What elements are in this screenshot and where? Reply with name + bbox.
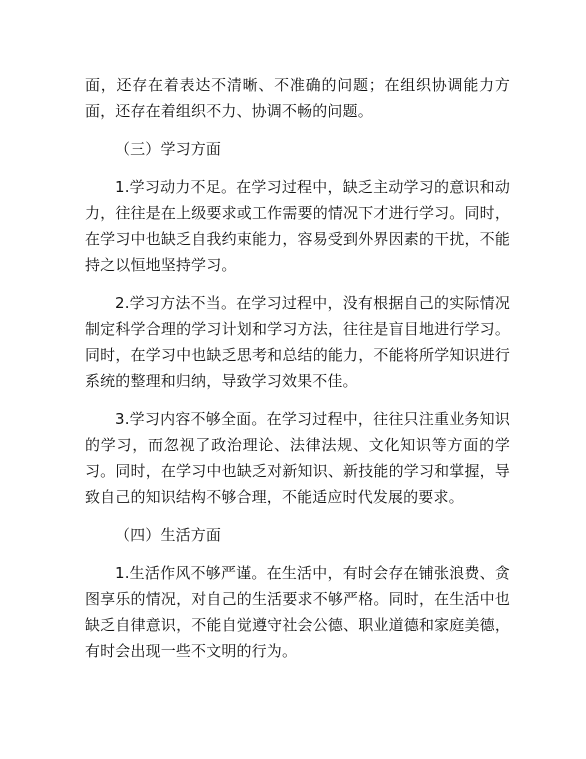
- paragraph-study-content: 3.学习内容不够全面。在学习过程中，往往只注重业务知识的学习，而忽视了政治理论、法律法规、文化知识等方面的学习。同时，在学习中也缺乏对新知识、新技能的学习和掌握，导致自己的知识结构不够合理，不能适应时代发展的要求。: [85, 410, 510, 506]
- paragraph-continued: 面，还存在着表达不清晰、不准确的问题；在组织协调能力方面，还存在着组织不力、协调不畅的问题。: [85, 76, 510, 120]
- document-body: [85, 72, 510, 676]
- section-heading-life: （四）生活方面: [115, 526, 222, 544]
- paragraph-study-method: 2.学习方法不当。在学习过程中，没有根据自己的实际情况制定科学合理的学习计划和学习方法，往往是盲目地进行学习。同时，在学习中也缺乏思考和总结的能力，不能将所学知识进行系统的整理和归纳，导致学习效果不佳。: [85, 294, 510, 390]
- section-heading-study: （三）学习方面: [115, 140, 222, 158]
- paragraph-study-motivation: 1.学习动力不足。在学习过程中，缺乏主动学习的意识和动力，往往是在上级要求或工作需要的情况下才进行学习。同时，在学习中也缺乏自我约束能力，容易受到外界因素的干扰，不能持之以恒地坚持学习。: [85, 178, 510, 274]
- paragraph-life-style: 1.生活作风不够严谨。在生活中，有时会存在铺张浪费、贪图享乐的情况，对自己的生活要求不够严格。同时，在生活中也缺乏自律意识，不能自觉遵守社会公德、职业道德和家庭美德，有时会出现一些不文明的行为。: [85, 564, 510, 660]
